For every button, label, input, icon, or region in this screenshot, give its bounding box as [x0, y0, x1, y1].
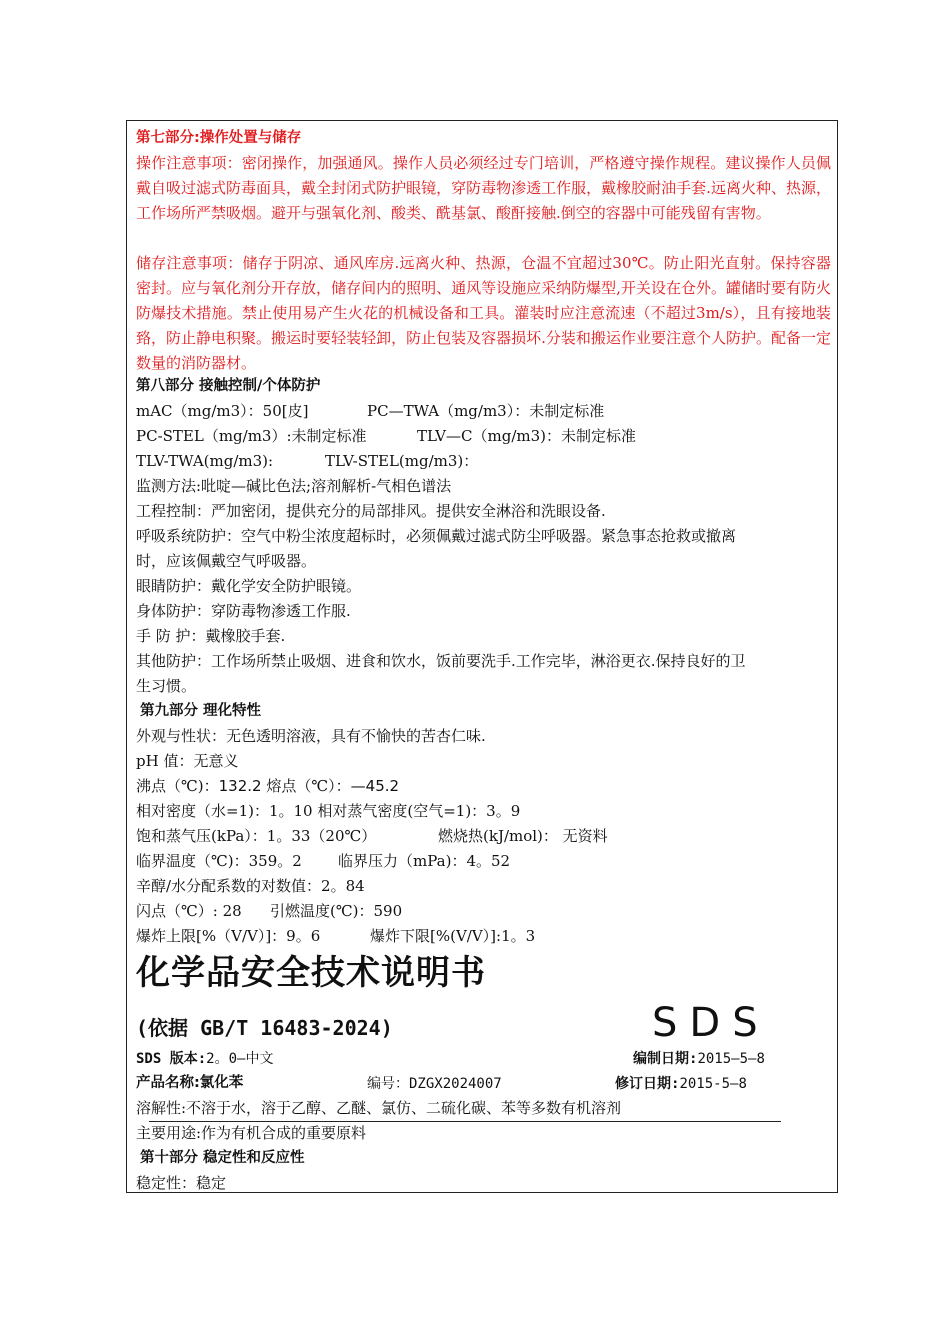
tlv-c-value: TLV—C（mg/m3)：未制定标准	[417, 427, 636, 445]
monitor-method: 监测方法:吡啶—碱比色法;溶剂解析-气相色谱法	[136, 477, 452, 495]
hand-protection: 手 防 护：戴橡胶手套.	[136, 627, 286, 645]
document-number-label: 编号：	[367, 1076, 409, 1092]
standard-basis: (依据 GB/T 16483-2024)	[136, 1016, 393, 1040]
compiled-date-value: 2015—5—8	[697, 1051, 765, 1067]
engineering-control: 工程控制：严加密闭，提供充分的局部排风。提供安全淋浴和洗眼设备.	[136, 502, 606, 520]
explosion-upper: 爆炸上限[%（V/V）]：9。6	[136, 927, 321, 945]
section-7-title: 第七部分:操作处置与储存	[136, 130, 302, 146]
pc-stel-value: PC-STEL（mg/m3）:未制定标准	[136, 427, 367, 445]
boiling-point-label: 沸点（℃)：	[136, 777, 219, 795]
tlv-stel-value: TLV-STEL(mg/m3)：	[325, 452, 479, 470]
revised-date	[615, 1071, 747, 1097]
tlv-twa-value: TLV-TWA(mg/m3):	[136, 452, 274, 470]
melting-point-value: —45.2	[350, 777, 400, 795]
pc-twa-value: PC—TWA（mg/m3）：未制定标准	[367, 402, 605, 420]
ph-value: pH 值：无意义	[136, 752, 239, 770]
operation-notes: 操作注意事项：密闭操作，加强通风。操作人员必须经过专门培训，严格遵守操作规程。建议操作人员佩戴自吸过滤式防毒面具，戴全封闭式防护眼镜，穿防毒物渗透工作服，戴橡胶耐油手套.远离火种、热源，工作场所严禁吸烟。避开与强氧化剂、酸类、酰基氯、酸酐接触.倒空的容器中可能残留有害物。	[136, 154, 831, 222]
main-usage: 主要用途:作为有机合成的重要原料	[136, 1124, 367, 1142]
boiling-point-value: 132.2	[218, 777, 262, 795]
compiled-date	[633, 1046, 765, 1072]
solubility: 溶解性:不溶于水，溶于乙醇、乙醚、氯仿、二硫化碳、苯等多数有机溶剂	[136, 1099, 622, 1117]
revised-date-value: 2015-5—8	[679, 1076, 747, 1092]
ignition-temperature: 引燃温度(℃)：590	[270, 902, 403, 920]
heat-of-combustion: 燃烧热(kJ/mol)： 无资料	[438, 827, 608, 845]
other-protection-cont: 生习惯。	[136, 677, 197, 695]
sds-version-label: SDS 版本:	[136, 1051, 207, 1067]
sds-version-value: 2。0—中文	[206, 1051, 274, 1067]
body-protection: 身体防护：穿防毒物渗透工作服.	[136, 602, 351, 620]
sds-label: SDS	[652, 1000, 770, 1046]
other-protection: 其他防护：工作场所禁止吸烟、进食和饮水，饭前要洗手.工作完毕，淋浴更衣.保持良好的卫	[136, 652, 746, 670]
respiratory-protection: 呼吸系统防护：空气中粉尘浓度超标时，必须佩戴过滤式防尘呼吸器。紧急事态抢救或撤离	[136, 527, 737, 545]
eye-protection: 眼睛防护：戴化学安全防护眼镜。	[136, 577, 362, 595]
document-title: 化学品安全技术说明书	[136, 953, 486, 993]
respiratory-protection-cont: 时，应该佩戴空气呼吸器。	[136, 552, 317, 570]
section-8-title: 第八部分 接触控制/个体防护	[136, 378, 321, 394]
compiled-date-label: 编制日期:	[633, 1051, 698, 1067]
critical-pressure: 临界压力（mPa)：4。52	[338, 852, 511, 870]
boiling-melting-point	[136, 774, 399, 799]
revised-date-label: 修订日期:	[615, 1076, 680, 1092]
explosion-lower: 爆炸下限[%(V/V）]:1。3	[370, 927, 536, 945]
mac-value: mAC（mg/m3）：50[皮]	[136, 402, 309, 420]
section-9-title: 第九部分 理化特性	[140, 703, 262, 719]
melting-point-label: 熔点（℃）：	[266, 777, 351, 795]
document-frame	[126, 120, 838, 1193]
critical-temperature: 临界温度（℃)：359。2	[136, 852, 302, 870]
log-kow: 辛醇/水分配系数的对数值：2。84	[136, 877, 365, 895]
flash-point: 闪点（℃）: 28	[136, 902, 242, 920]
product-name: 产品名称:氯化苯	[136, 1075, 244, 1091]
appearance: 外观与性状：无色透明溶液，具有不愉快的苦杏仁味.	[136, 727, 486, 745]
storage-notes: 储存注意事项：储存于阴凉、通风库房.远离火种、热源，仓温不宜超过30℃。防止阳光直射。保持容器密封。应与氧化剂分开存放，储存间内的照明、通风等设施应采纳防爆型,开关设在仓外。罐储时要有防火防爆技术措施。禁止使用易产生火花的机械设备和工具。灌装时应注意流速（不超过3m/s），且有接地装臵，防止静电积聚。搬运时要轻装轻卸，防止包装及容器损坏.分装和搬运作业要注意个人防护。配备一定数量的消防器材。	[136, 254, 831, 372]
sds-version	[136, 1046, 273, 1072]
vapor-pressure: 饱和蒸气压(kPa）：1。33（20℃）	[136, 827, 377, 845]
document-number-value: DZGX2024007	[409, 1076, 502, 1092]
document-number	[367, 1071, 502, 1097]
density: 相对密度（水=1)：1。10 相对蒸气密度(空气=1)：3。9	[136, 802, 521, 820]
stability: 稳定性：稳定	[136, 1174, 227, 1192]
section-10-title: 第十部分 稳定性和反应性	[140, 1150, 305, 1166]
